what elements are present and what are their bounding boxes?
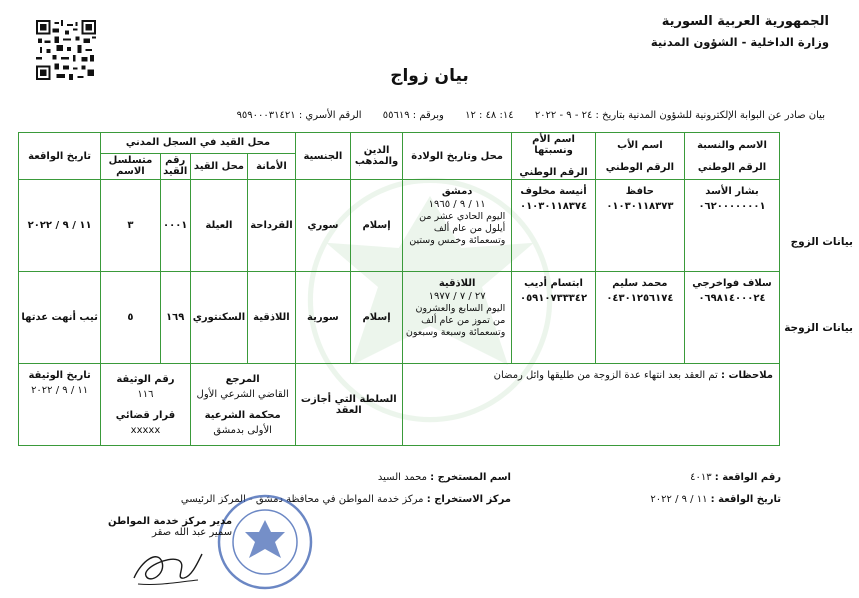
issue-info — [219, 110, 825, 121]
extraction-center: مركز الاستخراج : مركز خدمة المواطن في محافظة دمشق - المركز الرئيسي — [180, 494, 511, 505]
issue-text: بيان صادر عن البوابة الإلكترونية للشؤون المدنية بتاريخ : ٢٤ - ٩ - ٢٠٢٢ — [534, 110, 825, 121]
wife-birth-cell — [402, 272, 511, 364]
wife-name-cell — [685, 272, 780, 364]
event-number: رقم الواقعة : ٤٠١٣ — [690, 472, 781, 483]
wife-place: السكنتوري — [190, 272, 248, 364]
husband-nationality: سوري — [295, 180, 350, 272]
issue-serial: وبرقم : ٥٥٦١٩ — [382, 110, 444, 121]
manager-name: سمير عبد الله صقر — [152, 527, 233, 538]
wife-birth-words: اليوم السابع والعشرون من تموز من عام ألف وتسعمائة وسبعة وسبعون — [405, 303, 506, 338]
authority-label: السلطة التي أجازت العقد — [300, 393, 397, 416]
court-label: محكمة الشرعية — [204, 409, 281, 421]
husband-mother: أنيسة مخلوف — [520, 186, 587, 197]
decision-value: xxxxx — [130, 424, 161, 436]
wife-seq: ٥ — [101, 272, 161, 364]
wife-birth-date: ٢٧ / ٧ / ١٩٧٧ — [428, 290, 486, 302]
wife-nid: ٠٦٩٨١٤٠٠٠٢٤ — [698, 293, 766, 304]
reference-label: المرجع — [225, 373, 260, 385]
husband-mother-nid: ٠١٠٣٠١١٨٣٧٤ — [519, 201, 588, 212]
wife-father-cell — [595, 272, 684, 364]
court-value: الأولى بدمشق — [213, 424, 272, 436]
document-date-cell — [19, 364, 101, 446]
col-religion: الدين والمذهب — [351, 133, 403, 180]
husband-name-cell — [685, 180, 780, 272]
family-number: الرقم الأسري : ٩٥٩٠٠٠٣١٤٢١ — [236, 110, 362, 121]
husband-birth-place: دمشق — [441, 186, 473, 197]
issue-time: ١٤: ٤٨ : ١٢ — [465, 110, 514, 121]
document-title: بيان زواج — [390, 66, 469, 86]
document-date-label: تاريخ الوثيقة — [28, 370, 91, 381]
husband-religion: إسلام — [351, 180, 403, 272]
husband-father-nid: ٠١٠٣٠١١٨٣٧٣ — [606, 201, 674, 212]
husband-name: بشار الأسد — [705, 186, 759, 197]
col-mother: اسم الأم ونسبتها الرقم الوطني — [512, 133, 595, 180]
wife-row-label: بيانات الزوجة — [784, 322, 853, 334]
official-seal-icon — [215, 492, 315, 592]
manager-block — [108, 516, 232, 538]
husband-nid: ٠٦٢٠٠٠٠٠٠٠١ — [698, 201, 766, 212]
wife-event-date: ثيب أنهت عدتها — [19, 272, 101, 364]
husband-birth-words: اليوم الحادي عشر من أيلول من عام ألف وتسعمائة وخمس وستين — [409, 211, 506, 246]
wife-amana: اللاذقية — [248, 272, 295, 364]
husband-event-date: ١١ / ٩ / ٢٠٢٢ — [19, 180, 101, 272]
husband-seq: ٣ — [101, 180, 161, 272]
col-birth: محل وتاريخ الولادة — [402, 133, 511, 180]
reference-value: القاضي الشرعي الأول — [196, 388, 289, 400]
husband-birth-cell — [402, 180, 511, 272]
document-date-value: ١١ / ٩ / ٢٠٢٢ — [31, 385, 89, 396]
col-amana: الأمانة — [248, 153, 295, 179]
col-seq: متسلسل الاسم — [101, 153, 161, 179]
wife-father-nid: ٠٤٣٠١٢٥٦١٧٤ — [606, 293, 674, 304]
event-date: تاريخ الواقعة : ١١ / ٩ / ٢٠٢٢ — [650, 494, 781, 505]
marriage-table — [18, 132, 780, 446]
reference-cell — [190, 364, 295, 446]
col-nationality: الجنسية — [295, 133, 350, 180]
doc-no-value: ١١٦ — [137, 388, 154, 400]
notes-label: ملاحظات : — [720, 370, 773, 381]
wife-row — [19, 272, 780, 364]
col-reg-no: رقم القيد — [160, 153, 190, 179]
ministry-name: وزارة الداخلية - الشؤون المدنية — [650, 35, 829, 49]
extractor-name: اسم المستخرج : محمد السيد — [377, 472, 511, 483]
wife-reg-no: ١٦٩ — [160, 272, 190, 364]
husband-amana: القرداحة — [248, 180, 295, 272]
husband-row — [19, 180, 780, 272]
contract-row — [19, 364, 780, 446]
decision-label: قرار قضائي — [115, 409, 176, 421]
husband-father-cell — [595, 180, 684, 272]
wife-father: محمد سليم — [612, 278, 668, 289]
doc-no-label: رقم الوثيقة — [116, 373, 175, 385]
husband-mother-cell — [512, 180, 595, 272]
wife-mother-nid: ٠٥٩١٠٧٣٣٣٤٢ — [519, 293, 588, 304]
husband-place: العيلة — [190, 180, 248, 272]
wife-nationality: سورية — [295, 272, 350, 364]
issuer-header — [651, 14, 829, 49]
republic-name: الجمهورية العربية السورية — [661, 14, 829, 29]
signature-icon — [128, 540, 208, 590]
authority-cell — [295, 364, 402, 446]
col-registry: محل القيد في السجل المدني — [101, 133, 295, 154]
husband-birth-date: ١١ / ٩ / ١٩٦٥ — [428, 198, 486, 210]
wife-mother: ابتسام أديب — [524, 278, 583, 289]
manager-title: مدير مركز خدمة المواطن — [108, 516, 233, 527]
husband-reg-no: ٠٠٠١ — [160, 180, 190, 272]
wife-birth-place: اللاذقية — [438, 278, 476, 289]
col-father: اسم الأب الرقم الوطني — [595, 133, 684, 180]
wife-name: سلاف فواخرجي — [692, 278, 772, 289]
husband-father: حافظ — [625, 186, 654, 197]
husband-row-label: بيانات الزوج — [790, 236, 853, 248]
wife-religion: إسلام — [351, 272, 403, 364]
wife-mother-cell — [512, 272, 595, 364]
notes-text: تم العقد بعد انتهاء عدة الزوجة من طليقها وائل رمضان — [493, 370, 718, 381]
col-name: الاسم والنسبة الرقم الوطني — [685, 133, 780, 180]
notes-cell — [402, 364, 779, 446]
col-event-date: تاريخ الواقعة — [19, 133, 101, 180]
doc-no-cell — [101, 364, 190, 446]
col-place: محل القيد — [190, 153, 248, 179]
